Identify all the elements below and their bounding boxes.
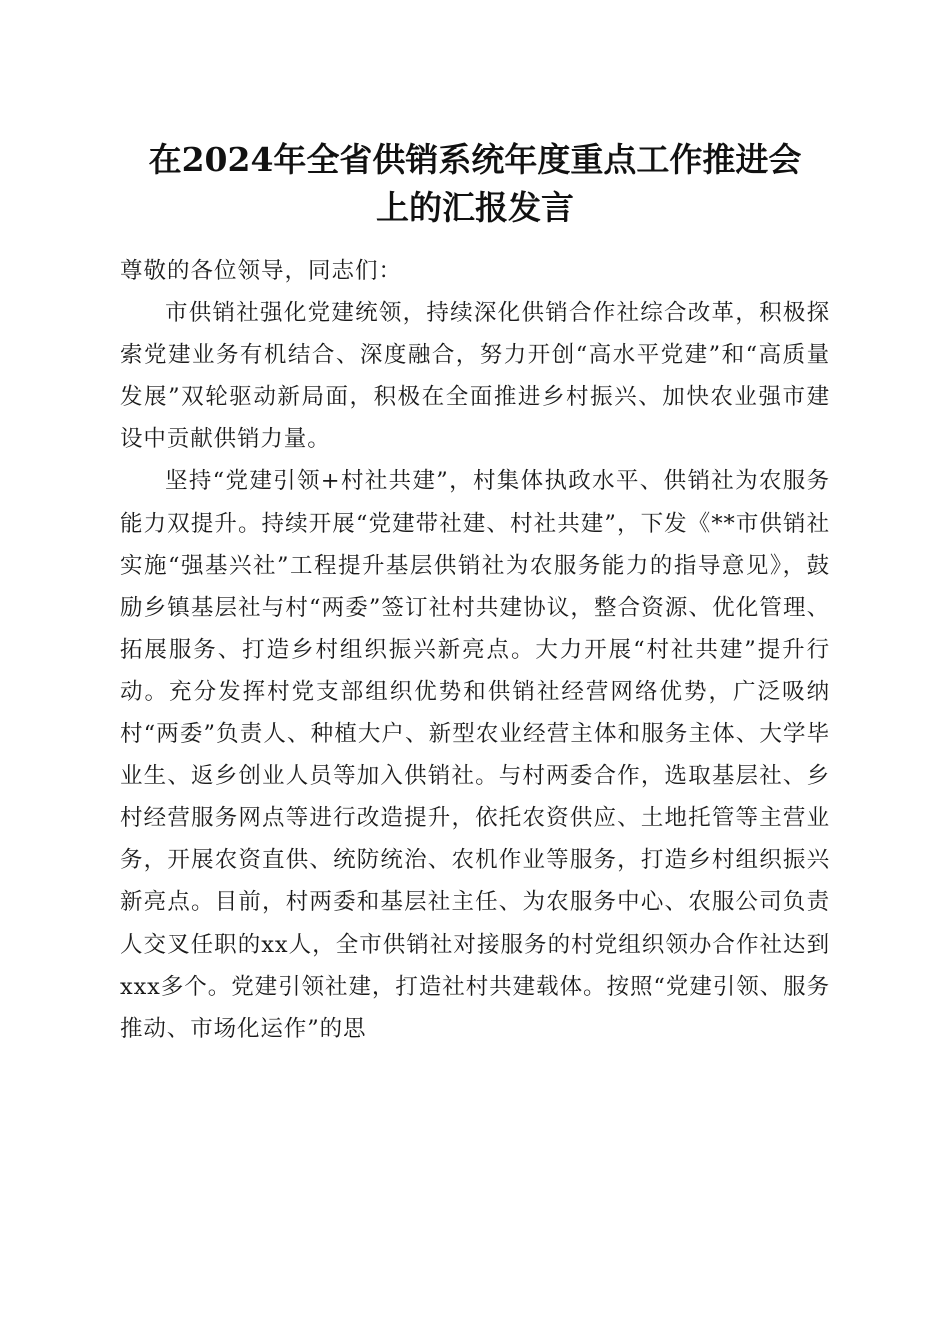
document-body xyxy=(120,250,830,1050)
paragraph-1: 市供销社强化党建统领，持续深化供销合作社综合改革，积极探索党建业务有机结合、深度融合，努力开创“高水平党建”和“高质量发展”双轮驱动新局面，积极在全面推进乡村振兴、加快农业强市建设中贡献供销力量。 xyxy=(120,300,830,453)
document-title xyxy=(120,136,830,232)
title-line-2: 上的汇报发言 xyxy=(376,188,574,227)
title-line-1: 在2024年全省供销系统年度重点工作推进会 xyxy=(148,140,802,179)
paragraph-2: 坚持“党建引领+村社共建”，村集体执政水平、供销社为农服务能力双提升。持续开展“党建带社建、村社共建”，下发《**市供销社实施“强基兴社”工程提升基层供销社为农服务能力的指导意见》，鼓励乡镇基层社与村“两委”签订社村共建协议，整合资源、优化管理、拓展服务、打造乡村组织振兴新亮点。大力开展“村社共建”提升行动。充分发挥村党支部组织优势和供销社经营网络优势，广泛吸纳村“两委”负责人、种植大户、新型农业经营主体和服务主体、大学毕业生、返乡创业人员等加入供销社。与村两委合作，选取基层社、乡村经营服务网点等进行改造提升，依托农资供应、土地托管等主营业务，开展农资直供、统防统治、农机作业等服务，打造乡村组织振兴新亮点。目前，村两委和基层社主任、为农服务中心、农服公司负责人交叉任职的xx人，全市供销社对接服务的村党组织领办合作社达到xxx多个。党建引领社建，打造社村共建载体。按照“党建引领、服务推动、市场化运作”的思 xyxy=(120,468,830,1042)
greeting: 尊敬的各位领导，同志们： xyxy=(120,258,403,284)
